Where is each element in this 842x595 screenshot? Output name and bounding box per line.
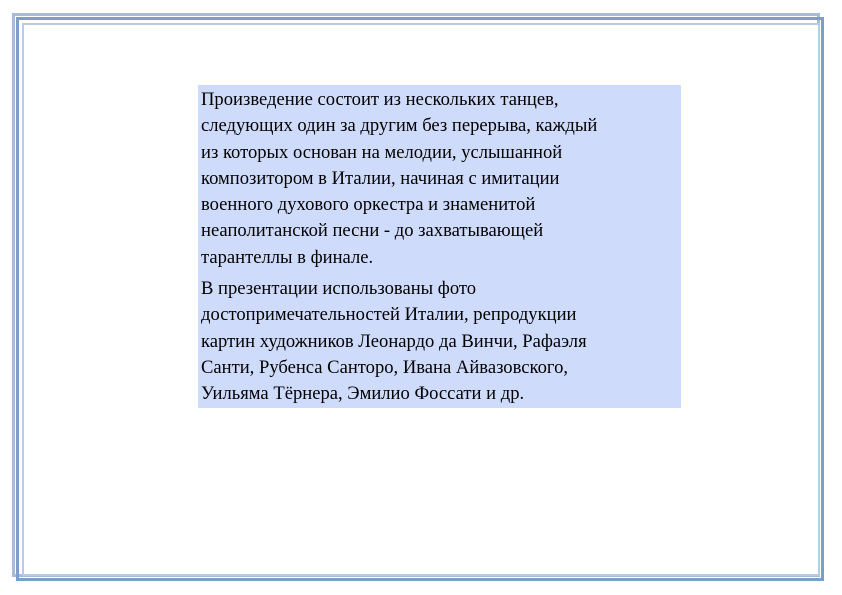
paragraph-description: Произведение состоит из нескольких танцев, следующих один за другим без перерыва, каждый из которых основан на мелодии, услышанной композитором в Италии, начиная с имитации военного духового оркестра и знаменитой неаполитанской песни - до захватывающей тарантеллы в финале. [201, 89, 598, 268]
text-box [198, 85, 681, 408]
paragraph-credits: В презентации использованы фото достопримечательностей Италии, репродукции картин художников Леонардо да Винчи, Рафаэля Санти, Рубенса Санторо, Ивана Айвазовского, Уильяма Тёрнера, Эмилио Фоссати и др. [201, 278, 587, 405]
